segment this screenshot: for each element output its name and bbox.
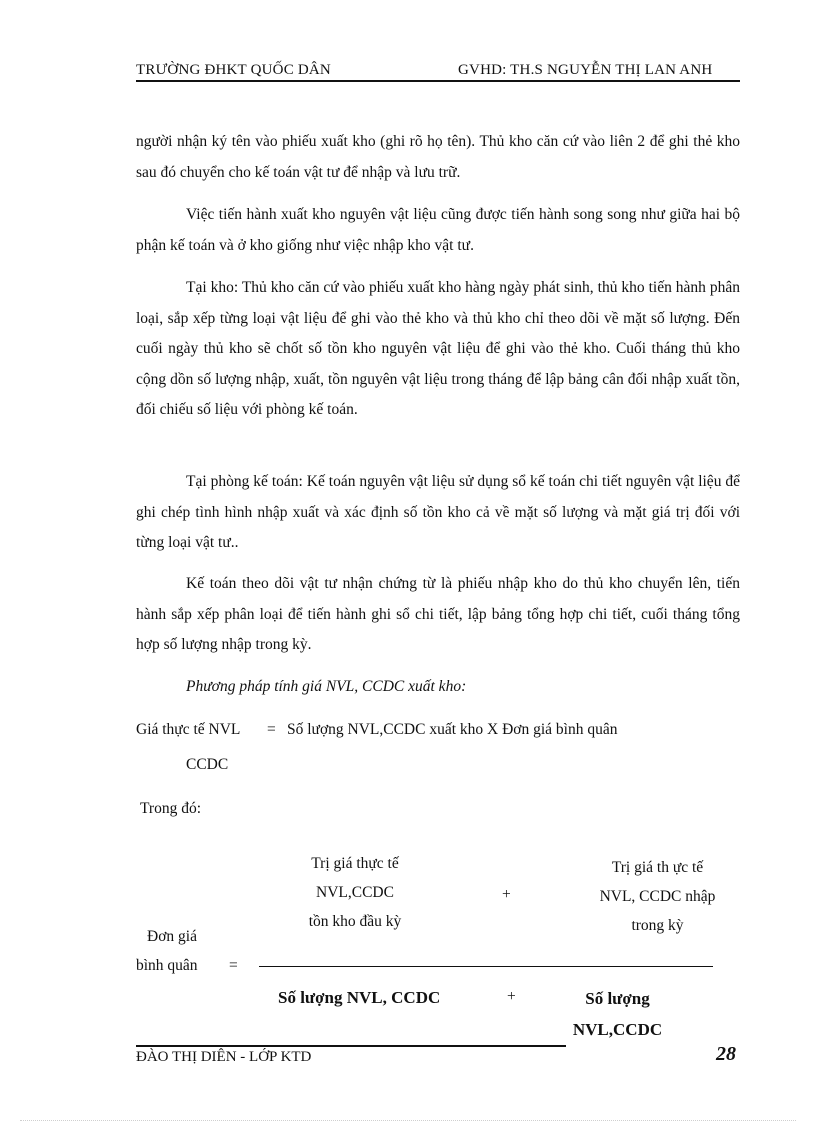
page-number: 28 — [716, 1043, 736, 1065]
header-school: TRƯỜNG ĐHKT QUỐC DÂN — [136, 62, 331, 78]
fraction-bar — [259, 966, 713, 967]
where-label: Trong đó: — [140, 800, 202, 817]
numerator-left-line-2: NVL,CCDC — [316, 884, 394, 901]
unit-price-label-2: bình quân — [136, 957, 198, 974]
unit-price-equals: = — [229, 957, 238, 974]
denominator-plus: + — [507, 988, 516, 1005]
header-rule — [136, 80, 740, 82]
denominator-right-line-1: Số lượng — [585, 989, 650, 1008]
footer-rule — [136, 1045, 566, 1047]
formula-equals: = — [267, 721, 276, 738]
paragraph-1: người nhận ký tên vào phiếu xuất kho (ghi rõ họ tên). Thủ kho căn cứ vào liên 2 để ghi thẻ kho sau đó chuyển cho kế toán vật tư để nhập và lưu trữ. — [136, 133, 740, 181]
denominator-right — [560, 983, 675, 1045]
numerator-right — [580, 853, 735, 940]
numerator-right-line-1: Trị giá th ực tế — [611, 859, 704, 876]
formula-lhs: Giá thực tế NVL — [136, 721, 241, 738]
numerator-left-line-1: Trị giá thực tế — [311, 855, 399, 872]
numerator-left — [290, 849, 420, 936]
paragraph-4: Tại phòng kế toán: Kế toán nguyên vật liệu sử dụng sổ kế toán chi tiết nguyên vật liệu để ghi chép tình hình nhập xuất và xác định số tồn kho cả về mặt số lượng và mặt giá trị đối với từng loại vật tư.. — [136, 473, 740, 551]
paragraph-5: Kế toán theo dõi vật tư nhận chứng từ là phiếu nhập kho do thủ kho chuyển lên, tiến hành sắp xếp phân loại để tiến hành ghi sổ chi tiết, lập bảng tổng hợp chi tiết, cuối tháng tổng hợp số lượng nhập trong kỳ. — [136, 575, 740, 653]
page-edge-dots — [20, 1120, 796, 1121]
numerator-right-line-2: NVL, CCDC nhập — [599, 888, 716, 905]
numerator-plus: + — [502, 886, 511, 903]
formula-rhs-continued: CCDC — [186, 756, 229, 773]
denominator-left: Số lượng NVL, CCDC — [278, 988, 441, 1007]
method-heading: Phương pháp tính giá NVL, CCDC xuất kho: — [186, 678, 467, 695]
denominator-right-line-2: NVL,CCDC — [572, 1020, 663, 1039]
unit-price-label-1: Đơn giá — [147, 928, 197, 945]
paragraph-3: Tại kho: Thủ kho căn cứ vào phiếu xuất kho hàng ngày phát sinh, thủ kho tiến hành phân loại, sắp xếp từng loại vật liệu để ghi vào thẻ kho và thủ kho chỉ theo dõi về mặt số lượng. Đến cuối ngày thủ kho sẽ chốt số tồn kho nguyên vật liệu để ghi vào thẻ kho. Cuối tháng thủ kho cộng dồn số lượng nhập, xuất, tồn nguyên vật liệu trong tháng để lập bảng cân đối nhập xuất tồn, đối chiếu số liệu với phòng kế toán. — [136, 279, 740, 418]
formula-rhs: Số lượng NVL,CCDC xuất kho X Đơn giá bình quân — [287, 721, 618, 738]
numerator-left-line-3: tồn kho đầu kỳ — [308, 913, 402, 930]
paragraph-2: Việc tiến hành xuất kho nguyên vật liệu cũng được tiến hành song song như giữa hai bộ phận kế toán và ở kho giống như việc nhập kho vật tư. — [136, 206, 740, 254]
footer-author: ĐÀO THỊ DIÊN - LỚP KTD — [136, 1049, 312, 1065]
header-supervisor: GVHD: TH.S NGUYỄN THỊ LAN ANH — [458, 62, 713, 78]
numerator-right-line-3: trong kỳ — [631, 917, 684, 934]
